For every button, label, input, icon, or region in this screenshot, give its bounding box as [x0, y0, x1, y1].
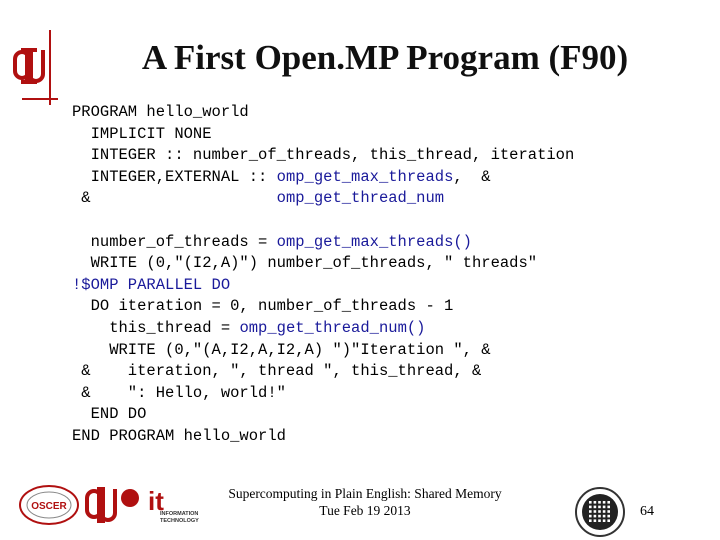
page-number: 64	[640, 504, 654, 519]
code-block	[72, 102, 574, 448]
title-divider-horizontal	[22, 98, 58, 100]
code-line: & ": Hello, world!"	[72, 383, 286, 402]
code-line: this_thread = omp_get_thread_num()	[72, 318, 426, 337]
it-logo	[120, 484, 202, 526]
code-line	[72, 275, 574, 297]
code-line: PROGRAM hello_world	[72, 103, 249, 121]
omp-highlight: omp_get_max_threads()	[276, 232, 472, 251]
code-line: END DO	[72, 405, 147, 424]
code-line: number_of_threads = omp_get_max_threads()	[72, 232, 472, 251]
footer-date: Tue Feb 19 2013	[319, 503, 411, 518]
omp-highlight: !$OMP PARALLEL DO	[72, 275, 231, 294]
code-line: WRITE (0,"(I2,A)") number_of_threads, " threads"	[72, 254, 538, 273]
code-line: INTEGER,EXTERNAL :: omp_get_max_threads, &	[72, 167, 491, 186]
code-line: INTEGER :: number_of_threads, this_thread, iteration	[72, 146, 575, 165]
code-line: END PROGRAM hello_world	[72, 426, 286, 445]
slide-footer	[200, 485, 530, 519]
svg-text:TECHNOLOGY: TECHNOLOGY	[160, 518, 199, 524]
omp-highlight: omp_get_thread_num	[276, 189, 445, 208]
svg-text:it: it	[148, 486, 164, 516]
slide-title: A First Open.MP Program (F90)	[141, 38, 629, 77]
oscer-logo	[18, 484, 80, 526]
code-line: & iteration, ", thread ", this_thread, &	[72, 362, 482, 381]
omp-highlight: omp_get_max_threads	[276, 167, 454, 186]
code-line: & omp_get_thread_num	[72, 189, 445, 208]
ou-logo	[12, 46, 46, 86]
code-line	[72, 210, 574, 232]
code-line: DO iteration = 0, number_of_threads - 1	[72, 297, 454, 316]
footer-title: Supercomputing in Plain English: Shared Memory	[228, 486, 502, 501]
code-line: IMPLICIT NONE	[72, 124, 212, 143]
omp-highlight: omp_get_thread_num()	[239, 318, 426, 337]
supercomputing-center-logo	[574, 486, 626, 538]
code-line: WRITE (0,"(A,I2,A,I2,A) ")"Iteration ", &	[72, 340, 491, 359]
title-divider-vertical	[49, 30, 51, 105]
ou-logo-footer	[84, 484, 118, 526]
svg-text:OSCER: OSCER	[31, 501, 67, 512]
svg-text:INFORMATION: INFORMATION	[160, 511, 199, 517]
